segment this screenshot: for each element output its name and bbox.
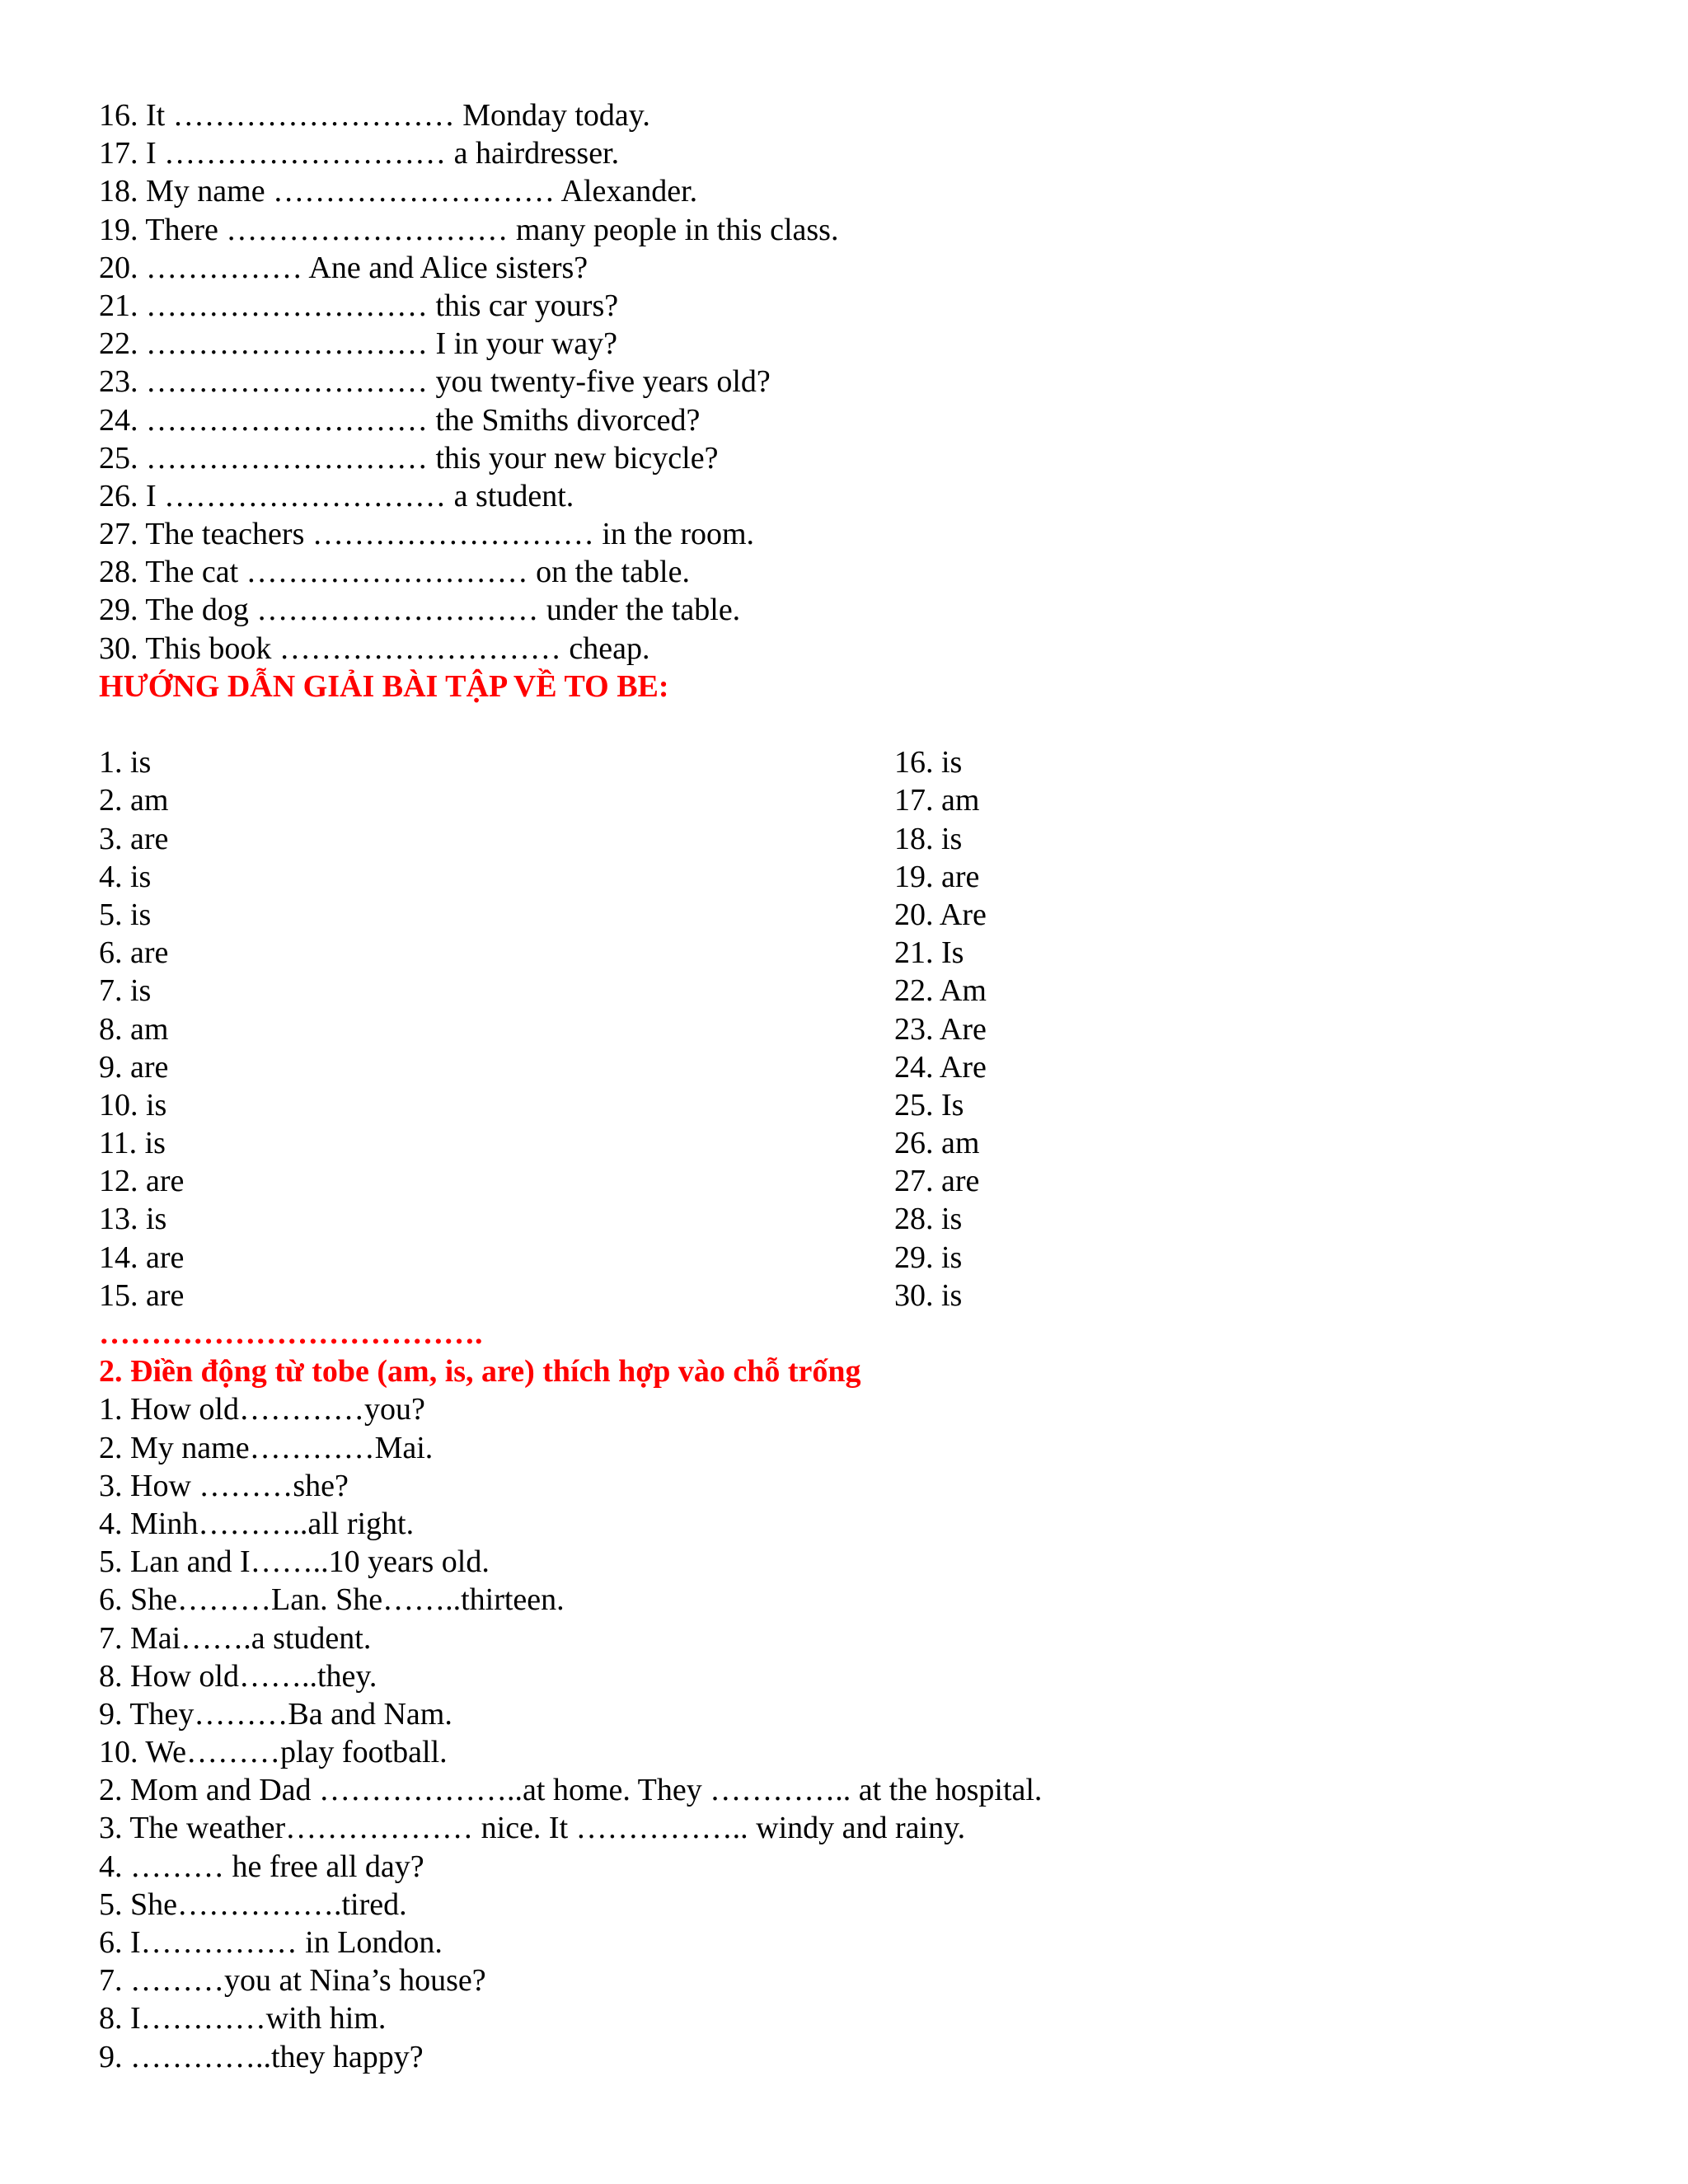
exercise2-item: 5. She…………….tired.	[99, 1886, 407, 1922]
exercise1-item: 28. The cat ……………………… on the table.	[99, 555, 690, 590]
exercise1-item: 30. This book ……………………… cheap.	[99, 630, 650, 666]
exercise1-item: 21. ……………………… this car yours?	[99, 288, 619, 323]
exercise2-item: 7. ………you at Nina’s house?	[99, 1963, 486, 1999]
answer-item: 6. are	[99, 935, 169, 971]
answer-item: 4. is	[99, 859, 152, 894]
answer-item: 26. am	[894, 1126, 980, 1161]
worksheet-page	[99, 96, 1632, 2076]
exercise2-item: 1. How old…………you?	[99, 1392, 425, 1427]
exercise2-list	[99, 1390, 1632, 2075]
answer-item: 27. are	[894, 1164, 980, 1199]
exercise2-item: 3. The weather……………… nice. It …………….. windy and rainy.	[99, 1811, 966, 1846]
answer-key	[99, 743, 1632, 1315]
exercise2-item: 9. …………..they happy?	[99, 2039, 424, 2074]
answer-item: 12. are	[99, 1164, 185, 1199]
exercise2-item: 4. Minh………..all right.	[99, 1506, 415, 1541]
answer-item: 1. is	[99, 745, 152, 780]
exercise2-item: 7. Mai…….a student.	[99, 1620, 372, 1656]
answer-item: 9. are	[99, 1049, 169, 1085]
answer-item: 15. are	[99, 1277, 185, 1313]
exercise2-item: 8. I…………with him.	[99, 2001, 387, 2036]
answer-item: 16. is	[894, 745, 963, 780]
answer-item: 8. am	[99, 1011, 169, 1047]
answer-item: 10. is	[99, 1087, 167, 1122]
answer-item: 29. is	[894, 1240, 963, 1275]
answer-item: 18. is	[894, 821, 963, 856]
answer-key-heading: HƯỚNG DẪN GIẢI BÀI TẬP VỀ TO BE:	[99, 668, 669, 704]
exercise2-item: 3. How ………she?	[99, 1468, 349, 1503]
answer-column-right	[894, 743, 1389, 1315]
exercise2-item: 2. My name…………Mai.	[99, 1430, 434, 1465]
exercise2-item: 4. ……… he free all day?	[99, 1849, 424, 1884]
exercise1-item: 22. ……………………… I in your way?	[99, 326, 618, 362]
exercise1-item: 18. My name ……………………… Alexander.	[99, 174, 698, 209]
exercise2-item: 2. Mom and Dad ………………..at home. They ………….. at the hospital.	[99, 1773, 1043, 1808]
answer-item: 25. Is	[894, 1087, 964, 1122]
exercise1-list	[99, 96, 1632, 668]
answer-item: 21. Is	[894, 935, 964, 971]
exercise1-item: 20. …………… Ane and Alice sisters?	[99, 250, 588, 285]
answer-item: 24. Are	[894, 1049, 987, 1085]
answer-item: 14. are	[99, 1240, 185, 1275]
blank-line	[99, 705, 1632, 743]
exercise2-item: 9. They………Ba and Nam.	[99, 1696, 452, 1732]
answer-item: 30. is	[894, 1277, 963, 1313]
answer-item: 3. are	[99, 821, 169, 856]
exercise1-item: 19. There ……………………… many people in this class.	[99, 212, 839, 247]
exercise2-item: 6. I…………… in London.	[99, 1925, 443, 1960]
exercise1-item: 16. It ……………………… Monday today.	[99, 98, 650, 133]
exercise1-item: 27. The teachers ……………………… in the room.	[99, 517, 755, 552]
answer-item: 7. is	[99, 973, 152, 1009]
exercise1-item: 24. ……………………… the Smiths divorced?	[99, 402, 701, 438]
answer-item: 2. am	[99, 783, 169, 818]
exercise2-item: 8. How old……..they.	[99, 1658, 377, 1694]
answer-item: 5. is	[99, 897, 152, 932]
section-separator: ……………………………….	[99, 1316, 483, 1351]
answer-item: 13. is	[99, 1202, 167, 1237]
exercise2-item: 6. She………Lan. She……..thirteen.	[99, 1582, 565, 1618]
exercise2-item: 5. Lan and I……..10 years old.	[99, 1544, 490, 1580]
exercise1-item: 25. ……………………… this your new bicycle?	[99, 440, 719, 476]
answer-item: 22. Am	[894, 973, 987, 1009]
answer-item: 28. is	[894, 1202, 963, 1237]
exercise2-heading: 2. Điền động từ tobe (am, is, are) thích hợp vào chỗ trống	[99, 1354, 861, 1390]
answer-item: 23. Are	[894, 1011, 987, 1047]
exercise1-item: 26. I ……………………… a student.	[99, 478, 574, 513]
answer-item: 20. Are	[894, 897, 987, 932]
exercise2-item: 10. We………play football.	[99, 1735, 448, 1770]
answer-column-left	[99, 743, 894, 1315]
exercise1-item: 23. ……………………… you twenty-five years old?	[99, 364, 771, 400]
exercise1-item: 17. I ……………………… a hairdresser.	[99, 136, 620, 171]
answer-item: 19. are	[894, 859, 980, 894]
answer-item: 17. am	[894, 783, 980, 818]
exercise1-item: 29. The dog ……………………… under the table.	[99, 593, 741, 628]
answer-item: 11. is	[99, 1126, 166, 1161]
